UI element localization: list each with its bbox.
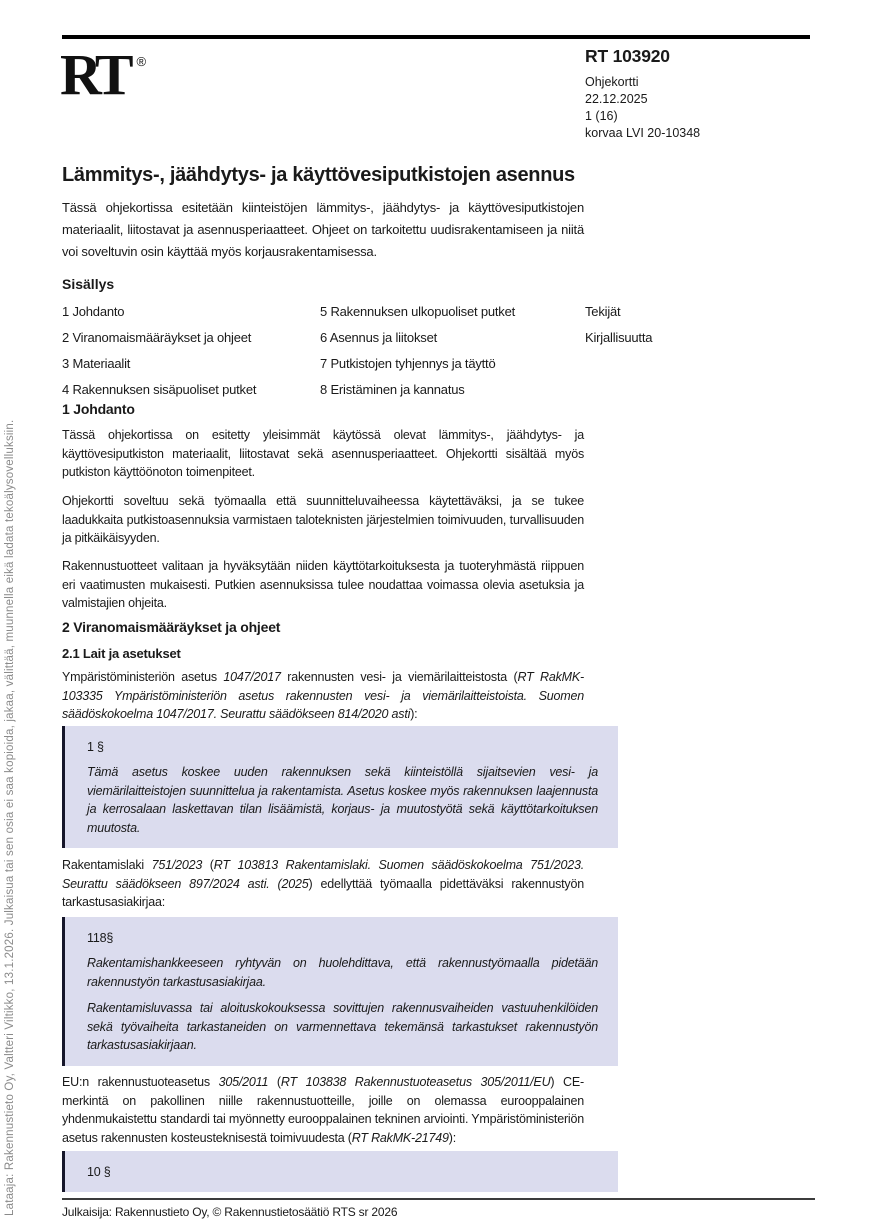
- statute-quote-text: Rakentamishankkeeseen ryhtyvän on huolehdittava, että rakennustyömaalla pidetään rakennustyön tarkastusasiakirjaa.: [87, 956, 598, 989]
- header-rule: [62, 35, 810, 39]
- footer-rule: [62, 1198, 815, 1200]
- intro-paragraph: Tässä ohjekortissa esitetään kiinteistöjen lämmitys-, jäähdytys- ja käyttövesiputkistojen materiaalit, liitostavat ja asennusperiaatteet. Ohjeet on tarkoitettu uudisrakentamiseen ja niitä voi soveltuvin osin käyttää myös korjausrakentamisessa.: [62, 200, 584, 259]
- statute-quote-text: Rakentamisluvassa tai aloituskokouksessa sovittujen rakennusvaiheiden vastuuhenkilöiden sekä työvaiheita tarkastaneiden on varmennettava tekemänsä tarkastukset rakennustyön tarkastusasiakirjaan.: [87, 1001, 598, 1052]
- publisher-footer: Julkaisija: Rakennustieto Oy, © Rakennustietosäätiö RTS sr 2026: [62, 1205, 398, 1219]
- statute-section-number: 10 §: [87, 1165, 111, 1179]
- rt-logo-text: RT: [60, 42, 129, 107]
- toc-item: 1 Johdanto: [62, 304, 125, 319]
- toc-item: Tekijät: [585, 304, 621, 319]
- section-2-heading: 2 Viranomaismääräykset ja ohjeet: [62, 619, 281, 635]
- statute-section-number: 1 §: [87, 740, 104, 754]
- toc-item: 8 Eristäminen ja kannatus: [320, 382, 465, 397]
- statute-quote-box-2: [62, 917, 618, 1066]
- body-paragraph: Ympäristöministeriön asetus 1047/2017 rakennusten vesi- ja viemärilaitteistosta (RT RakMK-103335 Ympäristöministeriön asetus rakennusten vesi- ja viemärilaitteistoista. Suomen säädöskokoelma 1047/2017. Seurattu säädökseen 814/2020 asti):: [62, 670, 584, 721]
- section-1-heading: 1 Johdanto: [62, 401, 135, 417]
- statute-quote-text: Tämä asetus koskee uuden rakennuksen sekä kiinteistöllä sijaitsevien vesi- ja viemärilaitteistojen suunnittelua ja rakentamista. Asetus koskee myös rakennuksen laajennusta ja kerrosalaan laskettavan tilan lisäämistä, korjaus- ja muutostyötä sekä käyttötarkoituksen muutosta.: [87, 765, 598, 835]
- toc-item: 4 Rakennuksen sisäpuoliset putket: [62, 382, 257, 397]
- download-attribution-note: Lataaja: Rakennustieto Oy, Valtteri Viltikko, 13.1.2026. Julkaisua tai sen osia ei saa kopioida, jakaa, välittää, muunnella eikä ladata tekoälysovelluksiin.: [4, 419, 16, 1216]
- statute-quote-box-1: [62, 726, 618, 848]
- statute-section-number: 118§: [87, 931, 114, 945]
- document-date: 22.12.2025: [585, 92, 648, 106]
- toc-item: 2 Viranomaismääräykset ja ohjeet: [62, 330, 252, 345]
- toc-heading: Sisällys: [62, 276, 115, 292]
- document-code: RT 103920: [585, 46, 670, 66]
- section-2-1-subheading: 2.1 Lait ja asetukset: [62, 646, 181, 661]
- document-type: Ohjekortti: [585, 75, 639, 89]
- toc-item: 7 Putkistojen tyhjennys ja täyttö: [320, 356, 496, 371]
- document-header-block: [585, 46, 700, 142]
- document-page-count: 1 (16): [585, 109, 618, 123]
- registered-trademark-icon: ®: [136, 54, 147, 69]
- page-title: Lämmitys-, jäähdytys- ja käyttövesiputkistojen asennus: [62, 164, 575, 186]
- toc-item: Kirjallisuutta: [585, 330, 653, 345]
- statute-quote-box-3: [62, 1151, 618, 1192]
- toc-item: 5 Rakennuksen ulkopuoliset putket: [320, 304, 516, 319]
- toc-column-3: [585, 299, 795, 351]
- body-paragraph: EU:n rakennustuoteasetus 305/2011 (RT 103838 Rakennustuoteasetus 305/2011/EU) CE-merkintä on pakollinen niille rakennustuotteille, joille on olemassa eurooppalainen yhdenmukaistettu standardi tai myönnetty eurooppalainen tekninen arviointi. Ympäristöministeriön asetus rakennusten kosteusteknisestä toimivuudesta (RT RakMK-21749):: [62, 1075, 584, 1145]
- toc-item: 6 Asennus ja liitokset: [320, 330, 438, 345]
- toc-column-2: [320, 299, 580, 403]
- body-paragraph: Ohjekortti soveltuu sekä työmaalla että suunnitteluvaiheessa käytettäväksi, ja se tukee laadukkaita putkistoasennuksia varmistaen taloteknisten järjestelmien toimivuuden, turvallisuuden ja pitkäikäisyyden.: [62, 494, 584, 545]
- rt-logo: [60, 42, 147, 107]
- body-paragraph: Rakennustuotteet valitaan ja hyväksytään niiden käyttötarkoituksesta ja tuoteryhmästä riippuen eri vaatimusten mukaisesti. Putkien asennuksissa tulee noudattaa voimassa olevia asetuksia ja valmistajien ohjeita.: [62, 559, 584, 610]
- document-replaces-note: korvaa LVI 20-10348: [585, 126, 701, 140]
- body-paragraph: Rakentamislaki 751/2023 (RT 103813 Rakentamislaki. Suomen säädöskokoelma 751/2023. Seurattu säädökseen 897/2024 asti. (2025) edellyttää työmaalla pidettäväksi rakennustyön tarkastusasiakirjaa:: [62, 858, 584, 909]
- toc-column-1: [62, 299, 312, 403]
- body-paragraph: Tässä ohjekortissa on esitetty yleisimmät käytössä olevat lämmitys-, jäähdytys- ja käyttövesiputkiston materiaalit, liitostavat sekä asennusperiaatteet. Ohjekortti sisältää myös putkiston käyttöönoton toimenpiteet.: [62, 428, 584, 479]
- toc-item: 3 Materiaalit: [62, 356, 131, 371]
